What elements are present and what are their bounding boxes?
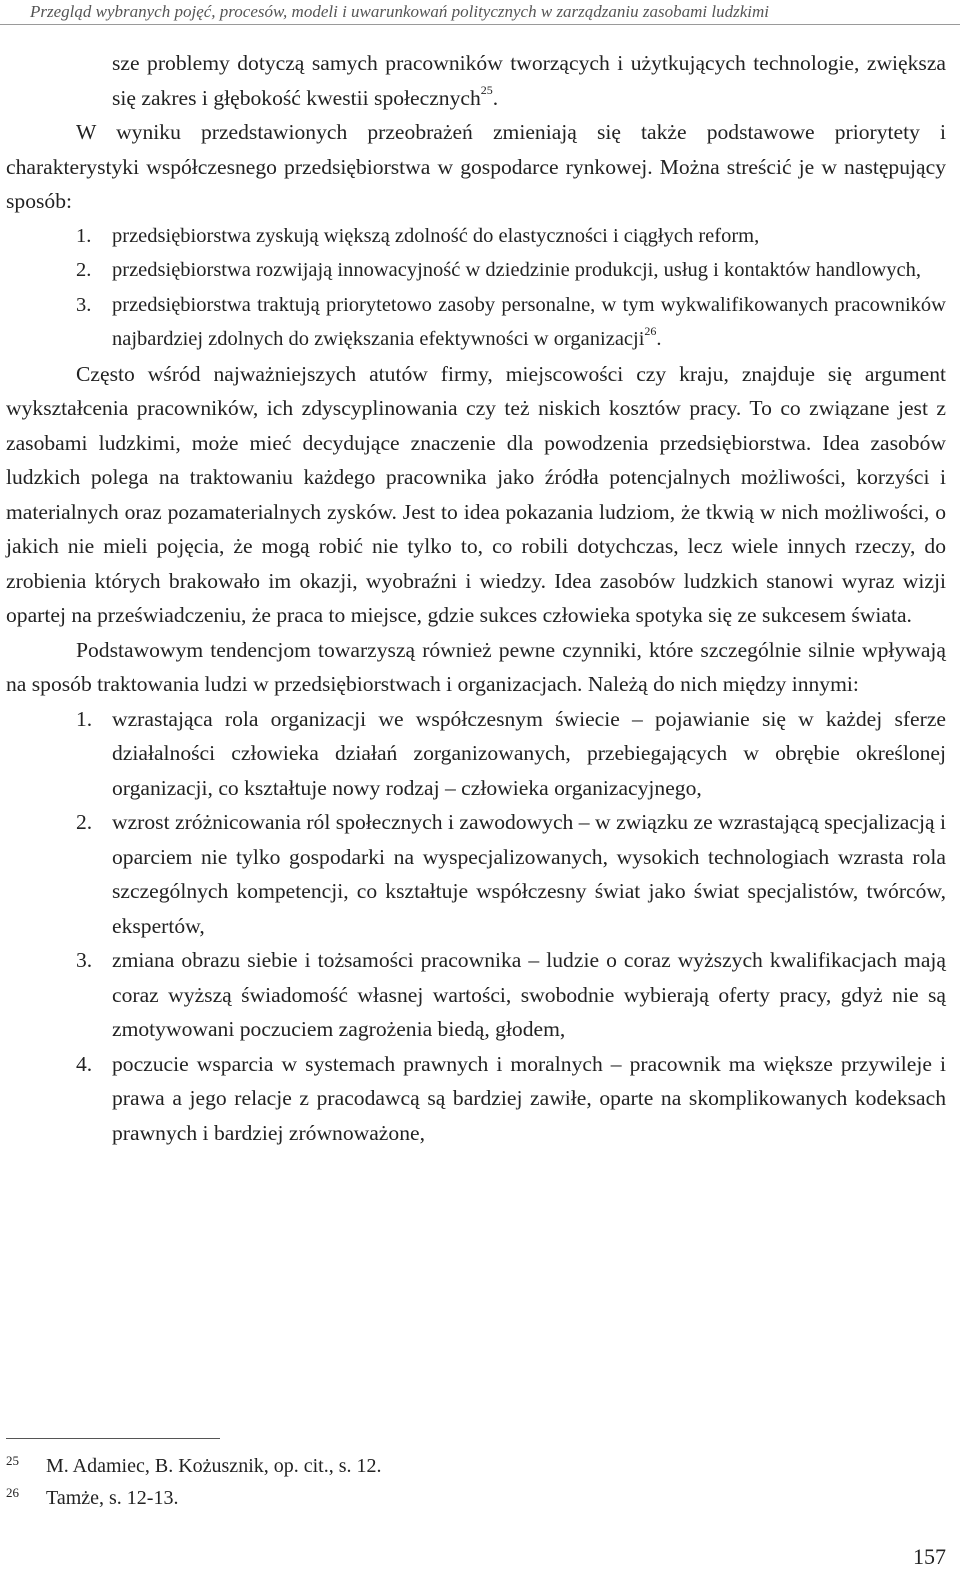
list-item-text: zmiana obrazu siebie i tożsamości pracownika – ludzie o coraz wyższych kwalifikacjach mają coraz wyższą świadomość własnej wartości, swobodnie wybierają oferty pracy, gdyż nie są zmotywowani poczuciem zagrożenia biedą, głodem, [112, 948, 946, 1041]
list-item-text: przedsiębiorstwa zyskują większą zdolność do elastyczności i ciągłych reform, [112, 224, 760, 247]
list-number: 3. [76, 948, 93, 972]
page-number: 157 [913, 1544, 946, 1569]
footnote-number: 26 [6, 1485, 19, 1500]
list-item [6, 219, 946, 254]
punctuation: . [492, 85, 499, 110]
paragraph-text: sze problemy dotyczą samych pracowników tworzących i użytkujących technologie, zwiększa się zakres i głębokość kwestii społecznych [112, 51, 946, 110]
running-header [0, 0, 960, 25]
list-item [6, 943, 946, 1047]
list-item-text: wzrost zróżnicowania ról społecznych i zawodowych – w związku ze wzrastającą specjalizacją i oparciem nie tylko gospodarki na wyspecjalizowanych, wysokich technologiach wzrasta rola szczególnych kompetencji, co kształtuje współczesny świat jako świat specjalistów, twórców, ekspertów, [112, 810, 946, 938]
footnote-text: M. Adamiec, B. Kożusznik, op. cit., s. 12. [46, 1455, 382, 1477]
list-item [6, 702, 946, 806]
footnote [6, 1450, 906, 1482]
list-item-text: wzrastająca rola organizacji we współczesnym świecie – pojawianie się w każdej sferze działalności człowieka działań zorganizowanych, przebiegających w obrębie określonej organizacji, co kształtuje nowy rodzaj – człowieka organizacyjnego, [112, 706, 946, 800]
list-number: 1. [76, 224, 92, 247]
paragraph: W wyniku przedstawionych przeobrażeń zmieniają się także podstawowe priorytety i charakterystyki współczesnego przedsiębiorstwa w gospodarce rynkowej. Można streścić je w następujący sposób: [6, 120, 946, 213]
footnote-ref-25[interactable]: 25 [480, 83, 493, 98]
list-item-text: przedsiębiorstwa rozwijają innowacyjność w dziedzinie produkcji, usług i kontaktów handlowych, [112, 259, 921, 281]
footnotes [6, 1450, 906, 1514]
main-text [6, 46, 946, 1150]
list-number: 3. [76, 293, 92, 316]
list-number: 4. [76, 1051, 93, 1076]
list-item [6, 1047, 946, 1151]
list-item-text: poczucie wsparcia w systemach prawnych i moralnych – pracownik ma większe przywileje i prawa a jego relacje z pracodawcą są bardziej zawiłe, oparte na skomplikowanych kodeksach prawnych i bardziej zrównoważone, [112, 1051, 946, 1145]
footnote-divider [6, 1438, 220, 1439]
list-number: 1. [76, 706, 93, 731]
footnote [6, 1482, 906, 1514]
list-item [6, 253, 946, 288]
list-item [6, 805, 946, 943]
numbered-list-factors [6, 702, 946, 1151]
list-number: 2. [76, 810, 93, 834]
punctuation: . [656, 328, 662, 350]
footnote-text: Tamże, s. 12-13. [46, 1487, 179, 1509]
paragraph-continuation [6, 46, 946, 115]
list-item [6, 288, 946, 357]
list-number: 2. [76, 259, 92, 281]
list-item-text: przedsiębiorstwa traktują priorytetowo zasoby personalne, w tym wykwalifikowanych pracowników najbardziej zdolnych do zwiększania efektywności w organizacji [112, 293, 946, 350]
footnote-number: 25 [6, 1453, 19, 1468]
numbered-list-priorities [6, 219, 946, 357]
footnote-ref-26[interactable]: 26 [644, 324, 657, 339]
paragraph: Podstawowym tendencjom towarzyszą również pewne czynniki, które szczególnie silnie wpływają na sposób traktowania ludzi w przedsiębiorstwach i organizacjach. Należą do nich między innymi: [6, 637, 946, 696]
running-title: Przegląd wybranych pojęć, procesów, modeli i uwarunkowań politycznych w zarządzaniu zasobami ludzkimi [30, 2, 769, 21]
paragraph: Często wśród najważniejszych atutów firmy, miejscowości czy kraju, znajduje się argument wykształcenia pracowników, ich zdyscyplinowania czy też niskich kosztów pracy. To co związane jest z zasobami ludzkimi, może mieć decydujące znaczenie dla powodzenia przedsiębiorstwa. Idea zasobów ludzkich polega na traktowaniu każdego pracownika jako źródła potencjalnych możliwości, korzyści i materialnych oraz pozamaterialnych zysków. Jest to idea pokazania ludziom, że tkwią w nich możliwości, o jakich nie mieli pojęcia, że mogą robić nie tylko to, co robili dotychczas, lecz wiele innych rzeczy, do zrobienia których brakowało im okazji, wyobraźni i wiedzy. Idea zasobów ludzkich stanowi wyraz wizji opartej na przeświadczeniu, że praca to miejsce, gdzie sukces człowieka spotyka się ze sukcesem świata. [6, 361, 946, 627]
